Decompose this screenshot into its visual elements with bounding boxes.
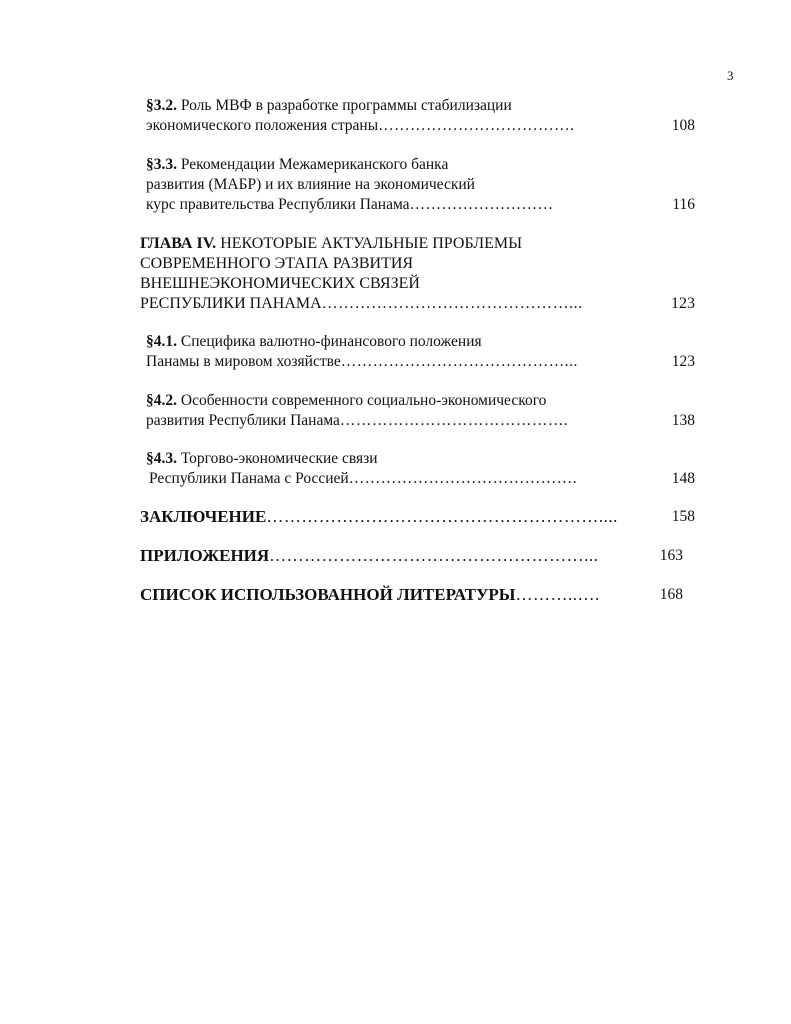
section-title: ПРИЛОЖЕНИЯ <box>140 546 270 565</box>
page-number: 3 <box>727 68 734 83</box>
section-title: СПИСОК ИСПОЛЬЗОВАННОЙ ЛИТЕРАТУРЫ <box>140 585 516 604</box>
leader-dots: ………………………………………………... <box>269 546 599 565</box>
toc-entry-4-3[interactable] <box>140 449 695 489</box>
leader-dots: ……………………… <box>409 196 554 213</box>
entry-number: §3.3. <box>146 156 177 173</box>
leader-dots: ………………………………. <box>378 117 575 134</box>
section-title: ЗАКЛЮЧЕНИЕ <box>140 507 267 526</box>
entry-title-line: Панамы в мировом хозяйстве <box>146 353 341 370</box>
entry-number: §4.1. <box>146 333 177 350</box>
entry-page: 168 <box>659 586 683 603</box>
entry-title-line: курс правительства Республики Панама <box>146 196 410 213</box>
toc-entry-conclusion[interactable] <box>140 507 695 529</box>
leader-dots: ……………………………………. <box>348 470 578 487</box>
toc-entry-3-3[interactable] <box>140 155 695 215</box>
entry-title-line: развития (МАБР) и их влияние на экономический <box>146 176 475 193</box>
toc-entry-4-1[interactable] <box>140 332 695 372</box>
leader-dots: ……………………………………. <box>339 412 569 429</box>
entry-page: 123 <box>671 353 695 370</box>
entry-page: 108 <box>671 117 695 134</box>
entry-title-line: Специфика валютно-финансового положения <box>180 333 482 350</box>
entry-number: §4.2. <box>146 392 177 409</box>
leader-dots: ………………………………………………….... <box>266 507 618 526</box>
entry-number: §4.3. <box>146 450 177 467</box>
toc-entry-chapter-4[interactable] <box>140 234 695 314</box>
toc-entry-appendix[interactable] <box>140 546 695 568</box>
entry-title-line: Торгово-экономические связи <box>180 450 378 467</box>
leader-dots: ………..…. <box>515 585 600 604</box>
entry-title-line: экономического положения страны <box>146 117 379 134</box>
entry-title-line: Роль МВФ в разработке программы стабилизации <box>180 97 512 114</box>
entry-page: 148 <box>671 470 695 487</box>
entry-title-line: развития Республики Панама <box>146 412 340 429</box>
leader-dots: ………………………………………... <box>321 295 583 312</box>
chapter-title-line: РЕСПУБЛИКИ ПАНАМА <box>140 295 322 312</box>
entry-page: 116 <box>672 196 695 213</box>
leader-dots: ……………………………………... <box>340 353 578 370</box>
chapter-number: ГЛАВА IV. <box>140 235 217 252</box>
chapter-title-line: ВНЕШНЕЭКОНОМИЧЕСКИХ СВЯЗЕЙ <box>140 275 420 292</box>
entry-number: §3.2. <box>146 97 177 114</box>
entry-title-line: Республики Панама с Россией <box>149 470 349 487</box>
entry-page: 138 <box>671 412 695 429</box>
chapter-title-line: СОВРЕМЕННОГО ЭТАПА РАЗВИТИЯ <box>140 255 414 272</box>
chapter-title-line: НЕКОТОРЫЕ АКТУАЛЬНЫЕ ПРОБЛЕМЫ <box>220 235 523 252</box>
toc-entry-4-2[interactable] <box>140 391 695 431</box>
toc-entry-3-2[interactable] <box>140 96 695 136</box>
entry-page: 158 <box>671 508 695 525</box>
entry-title-line: Рекомендации Межамериканского банка <box>180 156 449 173</box>
entry-page: 123 <box>671 295 695 312</box>
entry-title-line: Особенности современного социально-экономического <box>180 392 547 409</box>
entry-page: 163 <box>659 547 683 564</box>
toc-entry-bibliography[interactable] <box>140 585 695 607</box>
